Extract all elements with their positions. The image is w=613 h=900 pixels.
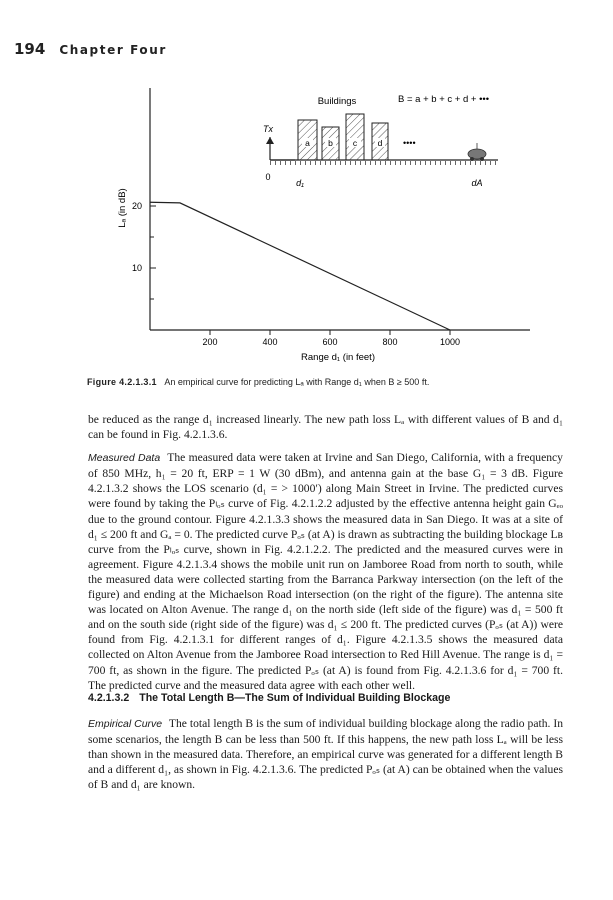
section-number: 4.2.1.3.2	[88, 692, 130, 704]
tx-antenna-icon	[266, 137, 295, 160]
caption-text: An empirical curve for predicting Lₐ with Range d₁ when B ≥ 500 ft.	[164, 377, 430, 387]
chapter-title: Chapter Four	[59, 43, 167, 57]
d1-label: d₁	[296, 178, 304, 188]
caption-label: Figure 4.2.1.3.1	[87, 377, 157, 387]
building-c	[346, 114, 364, 160]
paragraph-2	[88, 450, 563, 693]
x-tick-label: 600	[322, 337, 338, 347]
building-d-label: d	[377, 138, 383, 148]
y-tick-label: 20	[131, 201, 142, 211]
tx-label: Tx	[263, 124, 273, 134]
building-d	[372, 123, 388, 160]
y-tick-label: 10	[131, 263, 142, 273]
origin-label: 0	[265, 172, 271, 182]
x-tick-label: 1000	[439, 337, 461, 347]
figure-caption	[87, 377, 587, 387]
building-a-label: a	[305, 138, 310, 148]
paragraph-1: be reduced as the range d₁ increased linearly. The new path loss Lₐ with different values of B and d₁ can be found in Fig. 4.2.1.3.6.	[88, 413, 563, 442]
buildings-schematic	[263, 94, 498, 188]
section-heading	[88, 692, 460, 704]
body-text-upper	[88, 412, 563, 701]
mobile-car-icon	[468, 143, 486, 161]
page-number: 194	[14, 40, 46, 58]
more-buildings-dots: ••••	[403, 138, 416, 148]
blockage-formula: B = a + b + c + d + •••	[398, 94, 490, 105]
x-axis-label: Range d₁ (in feet)	[301, 352, 375, 363]
empirical-curve-runin: Empirical Curve	[88, 718, 163, 730]
building-b-label: b	[328, 138, 333, 148]
paragraph-3	[88, 716, 563, 792]
x-tick-label: 800	[382, 337, 398, 347]
paragraph-3-text: The total length B is the sum of individual building blockage along the radio path. In some scenarios, the length B can be less than 500 ft. If this happens, the new path loss Lₐ will be less than shown in the measured data. Therefore, an empirical curve was generated for a different length B and a different d₁, as shown in Fig. 4.2.1.3.6. The predicted Pₒₛ (at A) can be obtained when the values of B and d₁ are known.	[88, 717, 563, 792]
figure-4-2-1-3-1	[0, 0, 613, 372]
building-b	[322, 127, 339, 160]
body-text-lower	[88, 716, 563, 800]
da-label: dA	[471, 178, 483, 188]
buildings-label: Buildings	[317, 96, 357, 107]
x-tick-label: 400	[262, 337, 278, 347]
building-c-label: c	[352, 138, 358, 148]
building-a	[298, 120, 317, 160]
x-tick-label: 200	[202, 337, 218, 347]
y-axis-label: Lₐ (in dB)	[117, 188, 128, 228]
measured-data-runin: Measured Data	[88, 452, 161, 465]
la-curve-line	[150, 202, 450, 330]
paragraph-2-text: The measured data were taken at Irvine and San Diego, California, with a frequency of 850 MHz, h₁ = 20 ft, ERP = 1 W (30 dBm), and antenna gain at the base G₁ = 3 dB. Figure 4.2.1.3.2 shows the LOS scenario (d₁ = > 1000′) along Main Street in Irvine. The predicted curves were found by taking the Pₗₒₛ curve of Fig. 4.2.1.2.2 adjusted by the effective antenna height gain Gₑₒ due to the ground contour. Figure 4.2.1.3.3 shows the measured data in San Diego. It was at a site of d₁ ≤ 200 ft and Gₐ = 0. The predicted curve Pₒₛ (at A) is drawn as subtracting the building blockage Lʙ curve from the Pₗₒₛ curve, shown in Fig. 4.2.1.2.2. The predicted and the measured curves were in agreement. Figure 4.2.1.3.4 shows the mobile unit run on Jamboree Road from north to south, while the measured data were collected starting from the Barranca Parkway intersection (on the left of the figure) and ending at the Michaelson Road intersection (on the right of the figure). The antenna site was located on Alton Avenue. The range d₁ on the north side (left side of the figure) was d₁ = 500 ft and on the south side (right side of the figure) was d₁ ≤ 200 ft. The predicted curves (Pₒₛ (at A)) were found from Fig. 4.2.1.3.1 for different ranges of d₁. Figure 4.2.1.3.5 shows the measured data collected on Alton Avenue from the Jamboree Road intersection to Red Hill Avenue. The range is d₁ = 700 ft, as shown in the figure. The predicted Pₒₛ (at A) is found from Fig. 4.2.1.3.6 for d₁ = 700 ft. The predicted curve and the measured data agree with each other well.	[88, 451, 563, 692]
section-title: The Total Length B—The Sum of Individual Building Blockage	[139, 692, 451, 704]
